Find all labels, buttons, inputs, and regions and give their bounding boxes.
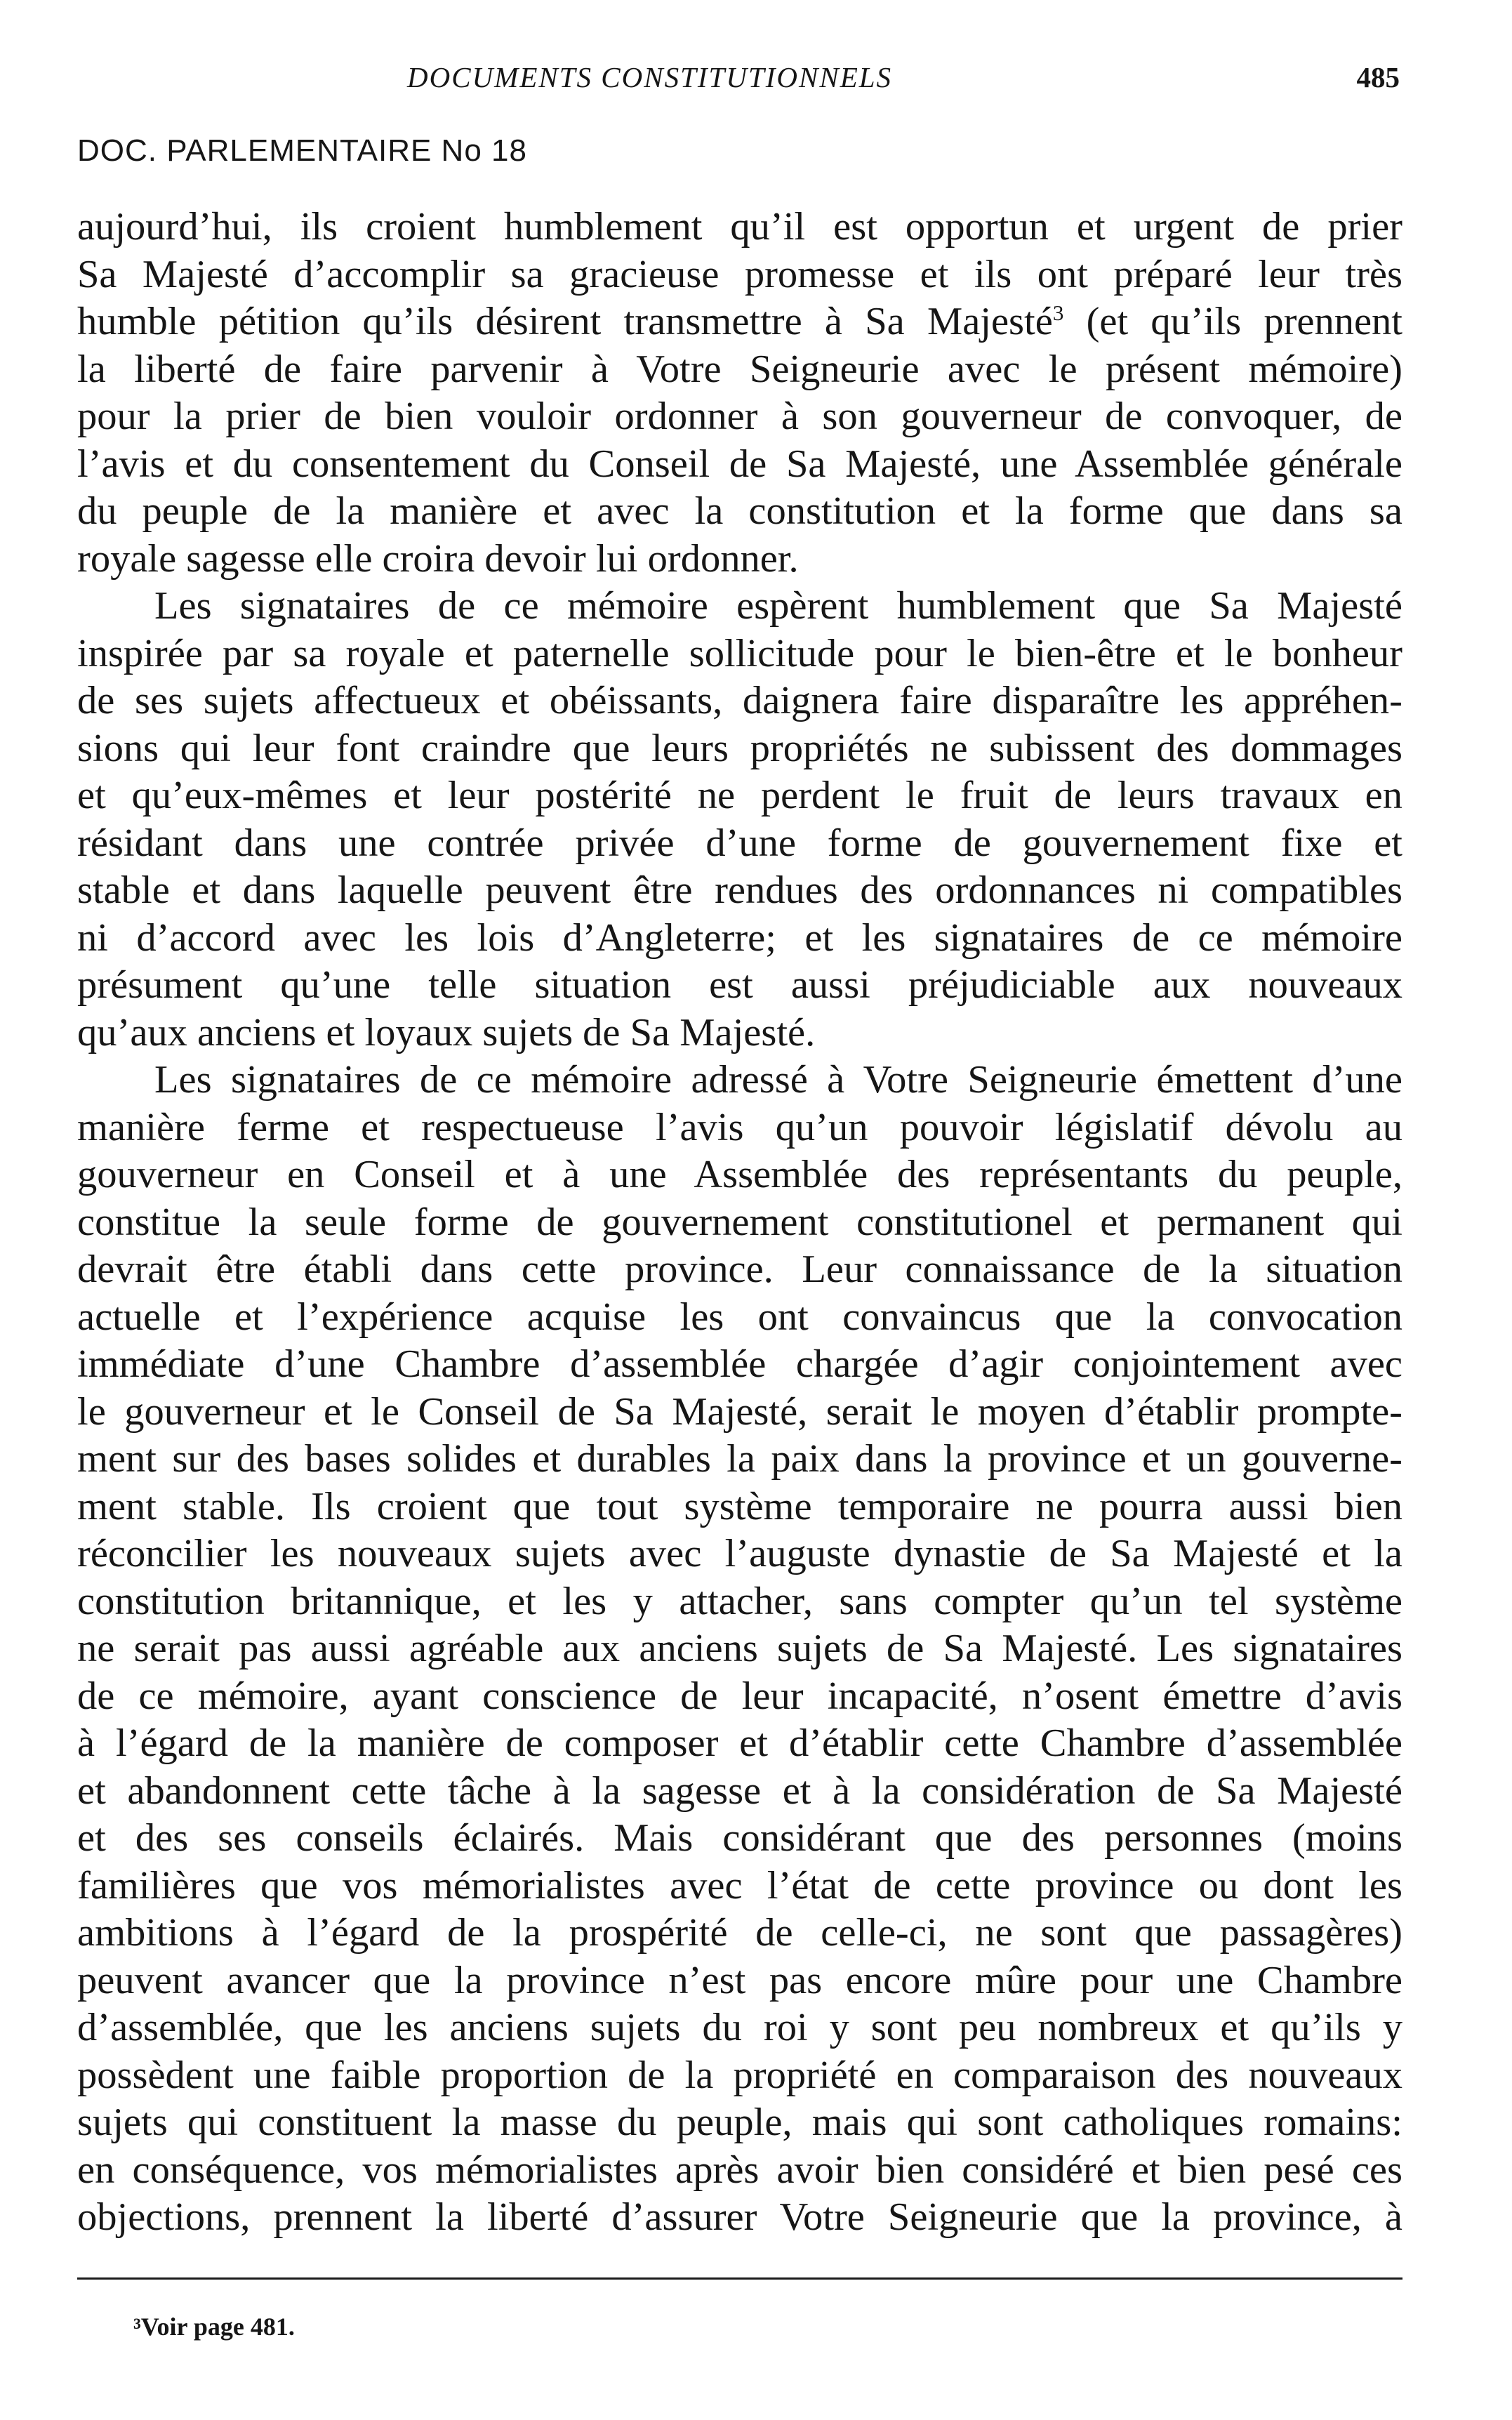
text-line: de ses sujets affectueux et obéissants, daignera faire disparaître les appréhen- bbox=[77, 679, 1402, 722]
text-line: Les signataires de ce mémoire adressé à Votre Seigneurie émettent d’une bbox=[154, 1058, 1402, 1102]
text-line: sions qui leur font craindre que leurs propriétés ne subissent des dommages bbox=[77, 726, 1402, 770]
text-line: familières que vos mémorialistes avec l’état de cette province ou dont les bbox=[77, 1863, 1402, 1907]
text-line: ment sur des bases solides et durables la paix dans la province et un gouverne- bbox=[77, 1437, 1402, 1481]
text-line: pour la prier de bien vouloir ordonner à son gouverneur de convoquer, de bbox=[77, 395, 1402, 438]
text-line: possèdent une faible proportion de la propriété en comparaison des nouveaux bbox=[77, 2053, 1402, 2097]
text-line: et qu’eux-mêmes et leur postérité ne perdent le fruit de leurs travaux en bbox=[77, 774, 1402, 817]
text-line bbox=[77, 298, 1402, 346]
text-line: présument qu’une telle situation est aussi préjudiciable aux nouveaux bbox=[77, 963, 1402, 1007]
text-line: qu’aux anciens et loyaux sujets de Sa Majesté. bbox=[77, 1010, 816, 1054]
text-line: ment stable. Ils croient que tout système temporaire ne pourra aussi bien bbox=[77, 1484, 1402, 1528]
text-line: objections, prennent la liberté d’assurer Votre Seigneurie que la province, à bbox=[77, 2195, 1402, 2239]
text-line: Les signataires de ce mémoire espèrent humblement que Sa Majesté bbox=[154, 584, 1402, 628]
text-line: manière ferme et respectueuse l’avis qu’un pouvoir législatif dévolu au bbox=[77, 1105, 1402, 1149]
text-line: actuelle et l’expérience acquise les ont convaincus que la convocation bbox=[77, 1295, 1402, 1339]
text-line: le gouverneur et le Conseil de Sa Majesté, serait le moyen d’établir prompte- bbox=[77, 1389, 1402, 1434]
text-line: l’avis et du consentement du Conseil de Sa Majesté, une Assemblée générale bbox=[77, 442, 1402, 486]
text-line: sujets qui constituent la masse du peuple, mais qui sont catholiques romains: bbox=[77, 2101, 1402, 2144]
footnote-divider bbox=[77, 2277, 1402, 2280]
text-line: stable et dans laquelle peuvent être rendues des ordonnances ni compatibles bbox=[77, 868, 1402, 912]
text-line: et abandonnent cette tâche à la sagesse et à la considération de Sa Majesté bbox=[77, 1768, 1402, 1813]
body-text bbox=[77, 204, 1402, 2242]
text-line: Sa Majesté d’accomplir sa gracieuse promesse et ils ont préparé leur très bbox=[77, 252, 1402, 296]
page-number: 485 bbox=[1356, 61, 1400, 93]
text-line: immédiate d’une Chambre d’assemblée chargée d’agir conjointement avec bbox=[77, 1342, 1402, 1386]
footnote: ³Voir page 481. bbox=[133, 2313, 295, 2341]
text-line: d’assemblée, que les anciens sujets du roi y sont peu nombreux et qu’ils y bbox=[77, 2006, 1402, 2049]
text-line-segment: humble pétition qu’ils désirent transmettre à Sa Majesté bbox=[77, 300, 1053, 343]
text-line: constitue la seule forme de gouvernement constitutionel et permanent qui bbox=[77, 1200, 1402, 1244]
text-line: ne serait pas aussi agréable aux anciens sujets de Sa Majesté. Les signataires bbox=[77, 1627, 1402, 1670]
text-line: la liberté de faire parvenir à Votre Seigneurie avec le présent mémoire) bbox=[77, 347, 1402, 391]
running-title: DOCUMENTS CONSTITUTIONNELS bbox=[407, 61, 893, 93]
text-line: de ce mémoire, ayant conscience de leur incapacité, n’osent émettre d’avis bbox=[77, 1674, 1402, 1718]
text-line: ambitions à l’égard de la prospérité de celle-ci, ne sont que passagères) bbox=[77, 1911, 1402, 1955]
text-line: peuvent avancer que la province n’est pas encore mûre pour une Chambre bbox=[77, 1958, 1402, 2002]
document-label: DOC. PARLEMENTAIRE No 18 bbox=[77, 133, 527, 168]
text-line: constitution britannique, et les y attacher, sans compter qu’un tel système bbox=[77, 1579, 1402, 1623]
text-line: du peuple de la manière et avec la constitution et la forme que dans sa bbox=[77, 489, 1402, 533]
text-line: ni d’accord avec les lois d’Angleterre; et les signataires de ce mémoire bbox=[77, 915, 1402, 960]
text-line: résidant dans une contrée privée d’une forme de gouvernement fixe et bbox=[77, 821, 1402, 865]
text-line: aujourd’hui, ils croient humblement qu’il est opportun et urgent de prier bbox=[77, 205, 1402, 249]
text-line: en conséquence, vos mémorialistes après avoir bien considéré et bien pesé ces bbox=[77, 2148, 1402, 2192]
footnote-marker: 3 bbox=[1052, 300, 1064, 326]
text-line-segment: (et qu’ils prennent bbox=[1063, 300, 1402, 343]
text-line: royale sagesse elle croira devoir lui ordonner. bbox=[77, 536, 799, 581]
text-line: inspirée par sa royale et paternelle sollicitude pour le bien-être et le bonheur bbox=[77, 631, 1402, 675]
text-line: à l’égard de la manière de composer et d’établir cette Chambre d’assemblée bbox=[77, 1721, 1402, 1765]
text-line: et des ses conseils éclairés. Mais considérant que des personnes (moins bbox=[77, 1816, 1402, 1860]
text-line: devrait être établi dans cette province. Leur connaissance de la situation bbox=[77, 1248, 1402, 1291]
text-line: gouverneur en Conseil et à une Assemblée des représentants du peuple, bbox=[77, 1153, 1402, 1196]
text-line: réconcilier les nouveaux sujets avec l’auguste dynastie de Sa Majesté et la bbox=[77, 1532, 1402, 1575]
